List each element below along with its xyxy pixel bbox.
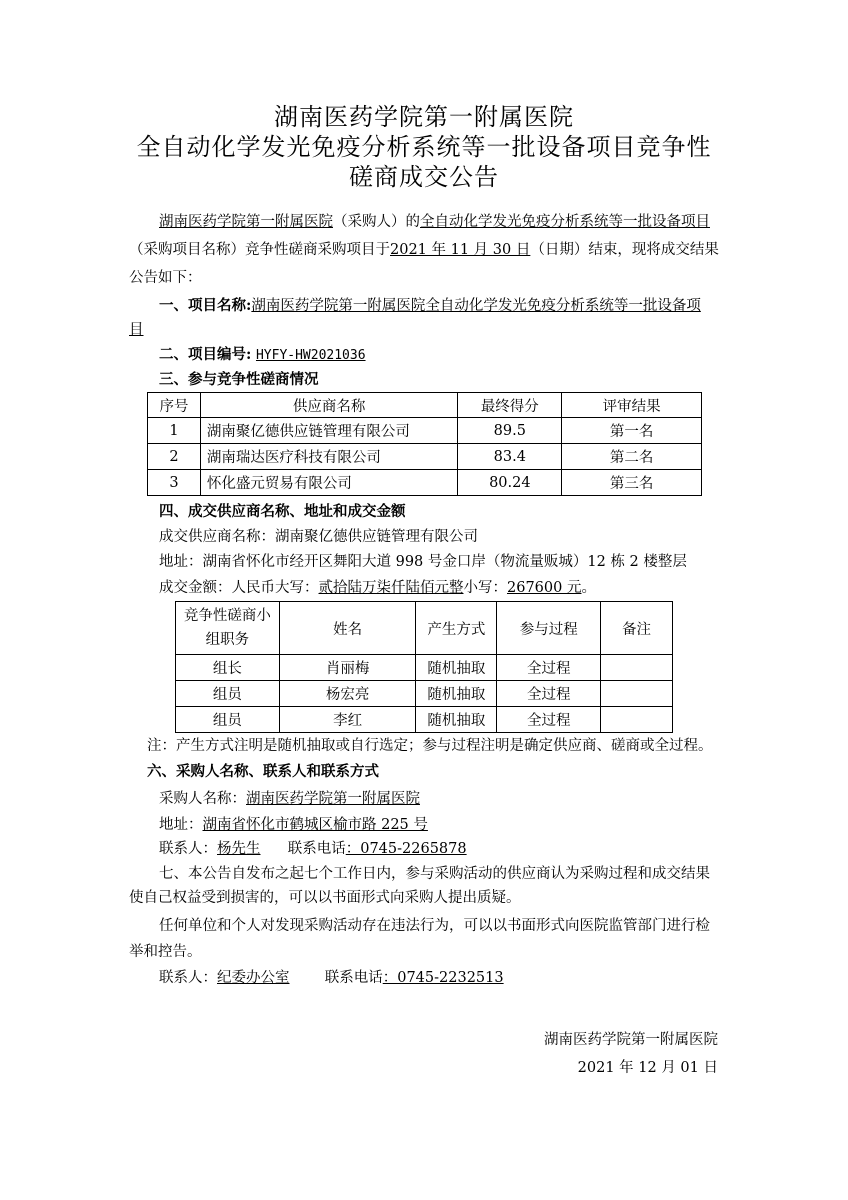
section-1-value: 湖南医药学院第一附属医院全自动化学发光免疫分析系统等一批设备项	[251, 298, 701, 314]
buyer-name-label: 采购人名称：	[159, 791, 246, 807]
review-panel-table	[175, 601, 673, 733]
bid-results-table	[147, 392, 702, 496]
document-title-line2: 全自动化学发光免疫分析系统等一批设备项目竞争性	[136, 133, 712, 161]
table-header: 参与过程	[497, 602, 601, 655]
table-header-line: 竞争性磋商小	[183, 608, 271, 624]
intro-date: 2021 年 11 月 30 日	[390, 242, 531, 258]
section-1-value-cont: 目	[129, 322, 144, 338]
table-header: 供应商名称	[200, 393, 457, 418]
amount-figures: 267600 元	[507, 580, 582, 596]
intro-text: （采购项目名称）竞争性磋商采购项目于	[129, 242, 390, 258]
section-7-line2: 使自己权益受到损害的，可以以书面形式向采购人提出质疑。	[129, 890, 521, 906]
table-header: 最终得分	[458, 393, 562, 418]
phone-label: 联系电话	[324, 970, 383, 986]
table-cell	[601, 655, 673, 681]
table-row	[148, 418, 702, 444]
document-title-line3: 磋商成交公告	[349, 163, 499, 191]
table-row	[176, 707, 673, 733]
intro-text: （日期）结束，现将成交结果	[530, 242, 719, 258]
section-1	[159, 296, 701, 316]
intro-text: （采购人）的	[333, 214, 420, 230]
table-cell: 83.4	[458, 444, 562, 470]
intro-line1	[159, 212, 710, 232]
table-row	[176, 681, 673, 707]
buyer-name	[159, 789, 420, 809]
table-cell: 怀化盛元贸易有限公司	[200, 470, 457, 496]
table-cell: 第三名	[562, 470, 702, 496]
table-header: 序号	[148, 393, 201, 418]
section-4-label: 四、成交供应商名称、地址和成交金额	[159, 503, 406, 520]
table-cell: 随机抽取	[416, 707, 497, 733]
buyer-address	[159, 815, 428, 835]
table-cell: 湖南聚亿德供应链管理有限公司	[200, 418, 457, 444]
section-2	[159, 345, 366, 366]
table-header	[176, 602, 280, 655]
winning-supplier: 成交供应商名称：湖南聚亿德供应链管理有限公司	[159, 529, 478, 545]
supplier-address: 地址：湖南省怀化市经开区舞阳大道 998 号金口岸（物流量贩城）12 栋 2 楼整层	[159, 554, 687, 570]
table-cell: 随机抽取	[416, 655, 497, 681]
table-header: 备注	[601, 602, 673, 655]
oversight-line1: 任何单位和个人对发现采购活动存在违法行为，可以以书面形式向医院监管部门进行检	[159, 918, 710, 934]
contact-name: 杨先生	[217, 841, 261, 857]
table-cell: 肖丽梅	[279, 655, 416, 681]
table-header: 评审结果	[562, 393, 702, 418]
section-1-label: 一、项目名称:	[159, 297, 252, 314]
buyer-contact	[159, 839, 467, 859]
table-header-row	[176, 602, 673, 655]
buyer-name-value: 湖南医药学院第一附属医院	[246, 791, 420, 807]
buyer-address-value: 湖南省怀化市鹤城区榆市路 225 号	[202, 817, 428, 833]
contact-name: 纪委办公室	[217, 970, 290, 986]
table-row	[148, 444, 702, 470]
table-cell: 全过程	[497, 655, 601, 681]
amount-words: 贰拾陆万柒仟陆佰元整	[318, 580, 464, 596]
table-header: 姓名	[279, 602, 416, 655]
table-cell: 李红	[279, 707, 416, 733]
table-cell: 第一名	[562, 418, 702, 444]
phone-value: ：0745-2265878	[345, 841, 467, 857]
section-6-label: 六、采购人名称、联系人和联系方式	[147, 763, 379, 780]
oversight-contact	[159, 968, 504, 988]
section-2-label: 二、项目编号:	[159, 346, 252, 363]
table-header-line: 组职务	[205, 632, 250, 648]
signature-org: 湖南医药学院第一附属医院	[544, 1032, 718, 1048]
phone-value: ：0745-2232513	[382, 970, 504, 986]
intro-project: 全自动化学发光免疫分析系统等一批设备项目	[420, 214, 710, 230]
table-cell: 组长	[176, 655, 280, 681]
table-cell: 3	[148, 470, 201, 496]
section-3-label: 三、参与竞争性磋商情况	[159, 371, 319, 388]
table-cell: 杨宏亮	[279, 681, 416, 707]
phone-label: 联系电话	[287, 841, 346, 857]
table-cell: 全过程	[497, 681, 601, 707]
contact-label: 联系人：	[159, 841, 217, 857]
table-cell: 随机抽取	[416, 681, 497, 707]
amount-end: 。	[581, 580, 596, 596]
contact-label: 联系人：	[159, 970, 217, 986]
table-row	[176, 655, 673, 681]
table-row	[148, 470, 702, 496]
signature-date: 2021 年 12 月 01 日	[577, 1060, 718, 1076]
amount-label: 成交金额：人民币大写：	[159, 580, 319, 596]
table-cell: 2	[148, 444, 201, 470]
document-title-line1: 湖南医药学院第一附属医院	[274, 103, 574, 131]
table-cell: 80.24	[458, 470, 562, 496]
table-cell: 第二名	[562, 444, 702, 470]
buyer-address-label: 地址：	[159, 817, 203, 833]
amount-small-label: 小写：	[463, 580, 507, 596]
contract-amount	[159, 578, 596, 598]
table-cell: 组员	[176, 681, 280, 707]
intro-buyer: 湖南医药学院第一附属医院	[159, 214, 333, 230]
table-note: 注：产生方式注明是随机抽取或自行选定；参与过程注明是确定供应商、磋商或全过程。	[147, 738, 713, 754]
table-header-row	[148, 393, 702, 418]
table-cell: 1	[148, 418, 201, 444]
intro-line3: 公告如下：	[129, 270, 202, 286]
oversight-line2: 举和控告。	[129, 944, 202, 960]
table-cell	[601, 707, 673, 733]
section-7-line1: 七、本公告自发布之起七个工作日内，参与采购活动的供应商认为采购过程和成交结果	[159, 866, 710, 882]
project-number: HYFY-HW2021036	[255, 348, 366, 363]
table-cell: 湖南瑞达医疗科技有限公司	[200, 444, 457, 470]
table-cell: 组员	[176, 707, 280, 733]
table-cell: 89.5	[458, 418, 562, 444]
table-header: 产生方式	[416, 602, 497, 655]
table-cell	[601, 681, 673, 707]
intro-line2	[129, 240, 719, 260]
table-cell: 全过程	[497, 707, 601, 733]
